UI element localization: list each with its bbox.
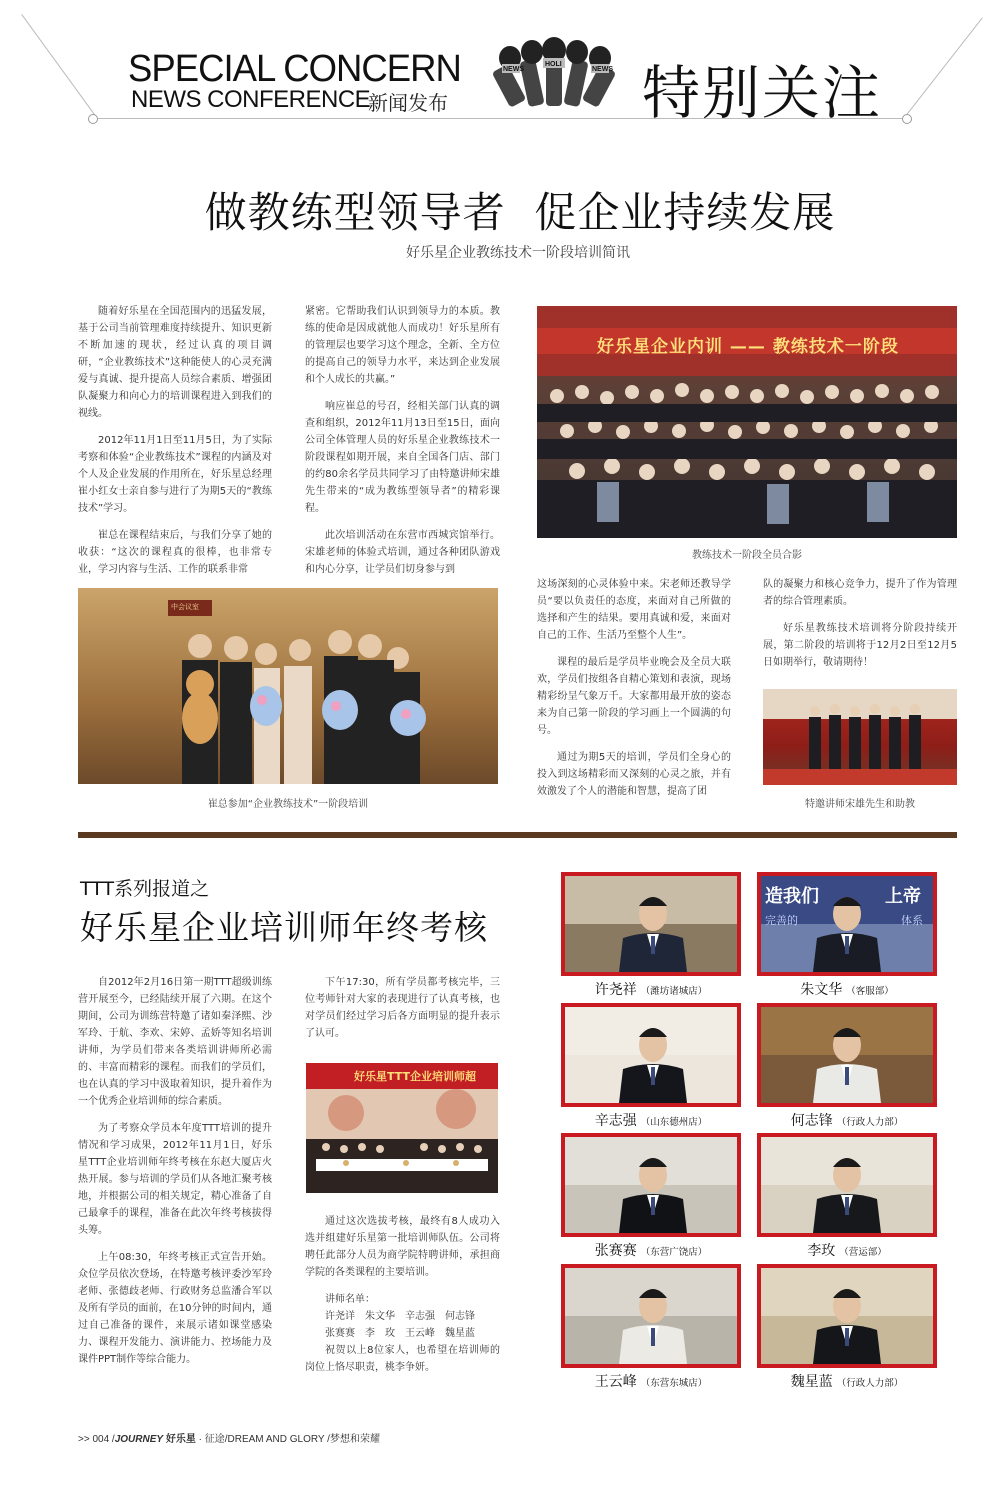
song-photo	[763, 689, 957, 785]
article2-column-2b	[305, 1213, 500, 1386]
trainer-photo	[561, 1133, 741, 1237]
trainer-name: 李玫	[807, 1243, 836, 1259]
trainer-name: 许尧祥	[594, 982, 637, 998]
article2-kicker: TTT系列报道之	[80, 878, 210, 900]
trainer-photo	[561, 1003, 741, 1107]
trainer-photo-banner: 完善的	[765, 914, 798, 927]
section-divider	[78, 832, 957, 838]
trainer-store: （山东德州店）	[640, 1117, 708, 1128]
song-photo-illustration	[763, 689, 957, 785]
trainer-photo	[561, 872, 741, 976]
section-title-cn: 特别关注	[642, 59, 883, 127]
trainer-photo	[757, 1133, 937, 1237]
trainer-store: （行政人力部）	[836, 1378, 904, 1389]
footer-journey: JOURNEY	[114, 1434, 164, 1445]
trainer-name: 朱文华	[800, 982, 843, 998]
paragraph: 通过为期5天的培训，学员们全身心的投入到这场精彩而又深刻的心灵之旅，并有效激发了个人的潜能和智慧，提高了团	[537, 752, 731, 797]
footer-rest: · 征途/DREAM AND GLORY /梦想和荣耀	[195, 1434, 380, 1445]
paragraph: 为了考察众学员本年度TTT培训的提升情况和学习成果，2012年11月1日，好乐星TTT企业培训师年终考核在东赵大厦店火热开展。参与培训的学员们从各地汇聚考核地，并根据公司的相关规定，精心准备了自己最拿手的课程，准备在此次年终考核拔得头筹。	[78, 1123, 272, 1236]
paragraph: 随着好乐星在全国范围内的迅猛发展，基于公司当前管理难度持续提升、知识更新不断加速的现状，经过认真的项目调研，“企业教练技术”这种能使人的心灵充满爱与真诚、提升提高人员综合素质、增强团队凝聚力和向心力的培训课程进入到我们的视线。	[78, 306, 272, 419]
article1-column-2	[305, 303, 500, 578]
trainer-photo	[757, 1264, 937, 1368]
cui-photo	[78, 588, 498, 784]
paragraph: 通过这次选拔考核，最终有8人成功入选并组建好乐星第一批培训师队伍。公司将聘任此部分人员为商学院特聘讲师，承担商学院的各类课程的主要培训。	[305, 1216, 500, 1278]
trainer-photo-banner: 造我们	[765, 886, 819, 907]
paragraph: 紧密。它帮助我们认识到领导力的本质。教练的使命是因成就他人而成功！好乐星所有的管理层也要学习这个理念，全新、全方位的提高自己的领导力水平，来达到企业发展和个人成长的共赢。”	[305, 306, 500, 385]
trainer-list-tail: 祝贺以上8位家人，也希望在培训师的岗位上恪尽职责，桃李争妍。	[305, 1345, 500, 1373]
microphones-icon	[488, 36, 628, 112]
group-photo	[537, 306, 957, 538]
special-concern-heading: SPECIAL CONCERN	[128, 48, 461, 90]
trainer-list-line2: 张赛赛 李 玫 王云峰 魏星蓝	[325, 1328, 475, 1339]
trainer-photo-illustration	[761, 1268, 933, 1364]
article2-title: 好乐星企业培训师年终考核	[80, 908, 488, 947]
mic-label-left: NEWS	[503, 66, 524, 73]
paragraph: 响应崔总的号召，经相关部门认真的调查和组织，2012年11月13日至15日，面向公司全体管理人员的好乐星企业教练技术一阶段课程如期开展，来自全国各门店、部门的约80余名学员共同学习了由特邀讲师宋雄先生带来的“成为教练型领导者”的精彩课程。	[305, 401, 500, 514]
paragraph: 好乐星教练技术培训将分阶段持续开展，第二阶段的培训将于12月2日至12月5日如期举行，敬请期待！	[763, 623, 957, 668]
trainer-name: 何志锋	[790, 1113, 833, 1129]
page-footer	[78, 1430, 380, 1445]
header-guide-right	[905, 17, 983, 116]
trainer-store: （营运部）	[839, 1247, 887, 1258]
trainer-name-label	[561, 1240, 741, 1260]
header-rule-dot-right	[902, 114, 912, 124]
footer-page-number: >> 004 /	[78, 1434, 115, 1445]
trainer-photo-illustration	[761, 1137, 933, 1233]
news-conference-heading: NEWS CONFERENCE	[131, 86, 371, 113]
paragraph: 上午08:30，年终考核正式宣告开始。众位学员依次登场，在特邀考核评委沙军玲老师、张德歧老师、行政财务总监潘合军以及所有学员的面前，在10分钟的时间内，通过自己准备的课件，来展示诸如课堂感染力、课程开发能力、演讲能力、控场能力及课件PPT制作等综合能力。	[78, 1252, 272, 1365]
trainer-name: 魏星蓝	[790, 1374, 833, 1390]
paragraph: 崔总在课程结束后，与我们分享了她的收获：“这次的课程真的很棒，也非常专业，学习内容与生活、工作的联系非常	[78, 530, 272, 575]
trainer-photo	[757, 872, 937, 976]
trainer-name-label	[757, 1240, 937, 1260]
trainer-photo-illustration	[565, 1137, 737, 1233]
article1-column-3	[537, 576, 731, 800]
article1-title: 做教练型领导者 促企业持续发展	[204, 188, 836, 237]
meeting-photo-banner: 好乐星TTT企业培训师超	[354, 1070, 477, 1083]
trainer-photo	[757, 1003, 937, 1107]
trainer-store: （东营广饶店）	[640, 1247, 708, 1258]
trainer-photo	[561, 1264, 741, 1368]
cui-photo-caption: 崔总参加“企业教练技术”一阶段培训	[207, 799, 369, 810]
trainer-name-label	[757, 979, 937, 999]
group-photo-banner: 好乐星企业内训 —— 教练技术一阶段	[597, 337, 899, 357]
paragraph: 2012年11月1日至11月5日，为了实际考察和体验“企业教练技术”课程的内涵及对个人及企业发展的作用所在，好乐星总经理崔小红女士亲自参与进行了为期5天的“教练技术”学习。	[78, 435, 272, 514]
trainer-name-label	[757, 1110, 937, 1130]
trainer-name-label	[757, 1371, 937, 1391]
trainer-photo-illustration	[565, 876, 737, 972]
meeting-photo	[306, 1063, 498, 1193]
trainer-list-title: 讲师名单：	[325, 1294, 375, 1305]
trainer-photo-banner: 上帝	[885, 886, 921, 907]
header-rule-dot-left	[88, 114, 98, 124]
article2-column-2a	[305, 974, 500, 1052]
mic-label-right: NEWS	[592, 66, 613, 73]
trainer-photo-banner: 体系	[901, 914, 923, 927]
trainer-name-label	[561, 1110, 741, 1130]
trainer-name-label	[561, 979, 741, 999]
footer-brand: 好乐星	[163, 1434, 196, 1445]
news-cn-heading: 新闻发布	[368, 91, 448, 115]
paragraph: 自2012年2月16日第一期TTT超级训练营开展至今，已经陆续开展了六期。在这个期间，公司为训练营特邀了诸如秦泽熙、沙军玲、于航、李欢、宋婷、孟娇等知名培训讲师，为学员们带来各类培训讲师所必需的、丰富而精彩的课程。而我们的学员们，也在认真的学习中汲取着知识，提升着作为一个优秀企业培训师的综合素质。	[78, 977, 272, 1107]
cui-photo-room-sign: 中会议室	[171, 603, 199, 611]
article1-column-4	[763, 576, 957, 681]
trainer-store: （潍坊诸城店）	[640, 986, 708, 997]
trainer-name: 张赛赛	[594, 1243, 637, 1259]
group-photo-caption: 教练技术一阶段全员合影	[692, 550, 802, 561]
trainer-store: （客服部）	[846, 986, 894, 997]
trainer-store: （东营东城店）	[640, 1378, 708, 1389]
article2-column-1	[78, 974, 272, 1368]
header-guide-left	[21, 14, 96, 117]
song-photo-caption: 特邀讲师宋雄先生和助教	[805, 799, 915, 810]
paragraph: 此次培训活动在东营市西城宾馆举行。宋雄老师的体验式培训，通过各种团队游戏和内心分享，让学员们切身参与到	[305, 530, 500, 575]
article1-column-1	[78, 303, 272, 578]
trainer-list-line1: 许尧详 朱文华 辛志强 何志锋	[325, 1311, 475, 1322]
paragraph: 课程的最后是学员毕业晚会及全员大联欢，学员们按组各自精心策划和表演，现场精彩纷呈气象万千。大家都用最开放的姿态来为自己第一阶段的学习画上一个圆满的句号。	[537, 657, 731, 736]
cui-photo-illustration	[78, 588, 498, 784]
paragraph: 下午17:30，所有学员都考核完毕，三位考师针对大家的表现进行了认真考核，也对学员们经过学习后各方面明显的提升表示了认可。	[305, 977, 500, 1039]
trainer-name-label	[561, 1371, 741, 1391]
article1-subtitle: 好乐星企业教练技术一阶段培训简讯	[406, 245, 630, 261]
paragraph: 队的凝聚力和核心竞争力，提升了作为管理者的综合管理素质。	[763, 579, 957, 607]
trainer-store: （行政人力部）	[836, 1117, 904, 1128]
trainer-name: 辛志强	[594, 1113, 637, 1129]
trainer-photo-illustration	[565, 1007, 737, 1103]
mic-label-center: HOLI	[545, 61, 562, 68]
trainer-name: 王云峰	[594, 1374, 637, 1390]
trainer-photo-illustration	[761, 1007, 933, 1103]
paragraph: 这场深刻的心灵体验中来。宋老师还教导学员“要以负责任的态度，来面对自己所做的选择和产生的结果。要用真诚和爱，来面对自己的工作、生活乃至整个人生”。	[537, 579, 731, 641]
trainer-photo-illustration	[565, 1268, 737, 1364]
